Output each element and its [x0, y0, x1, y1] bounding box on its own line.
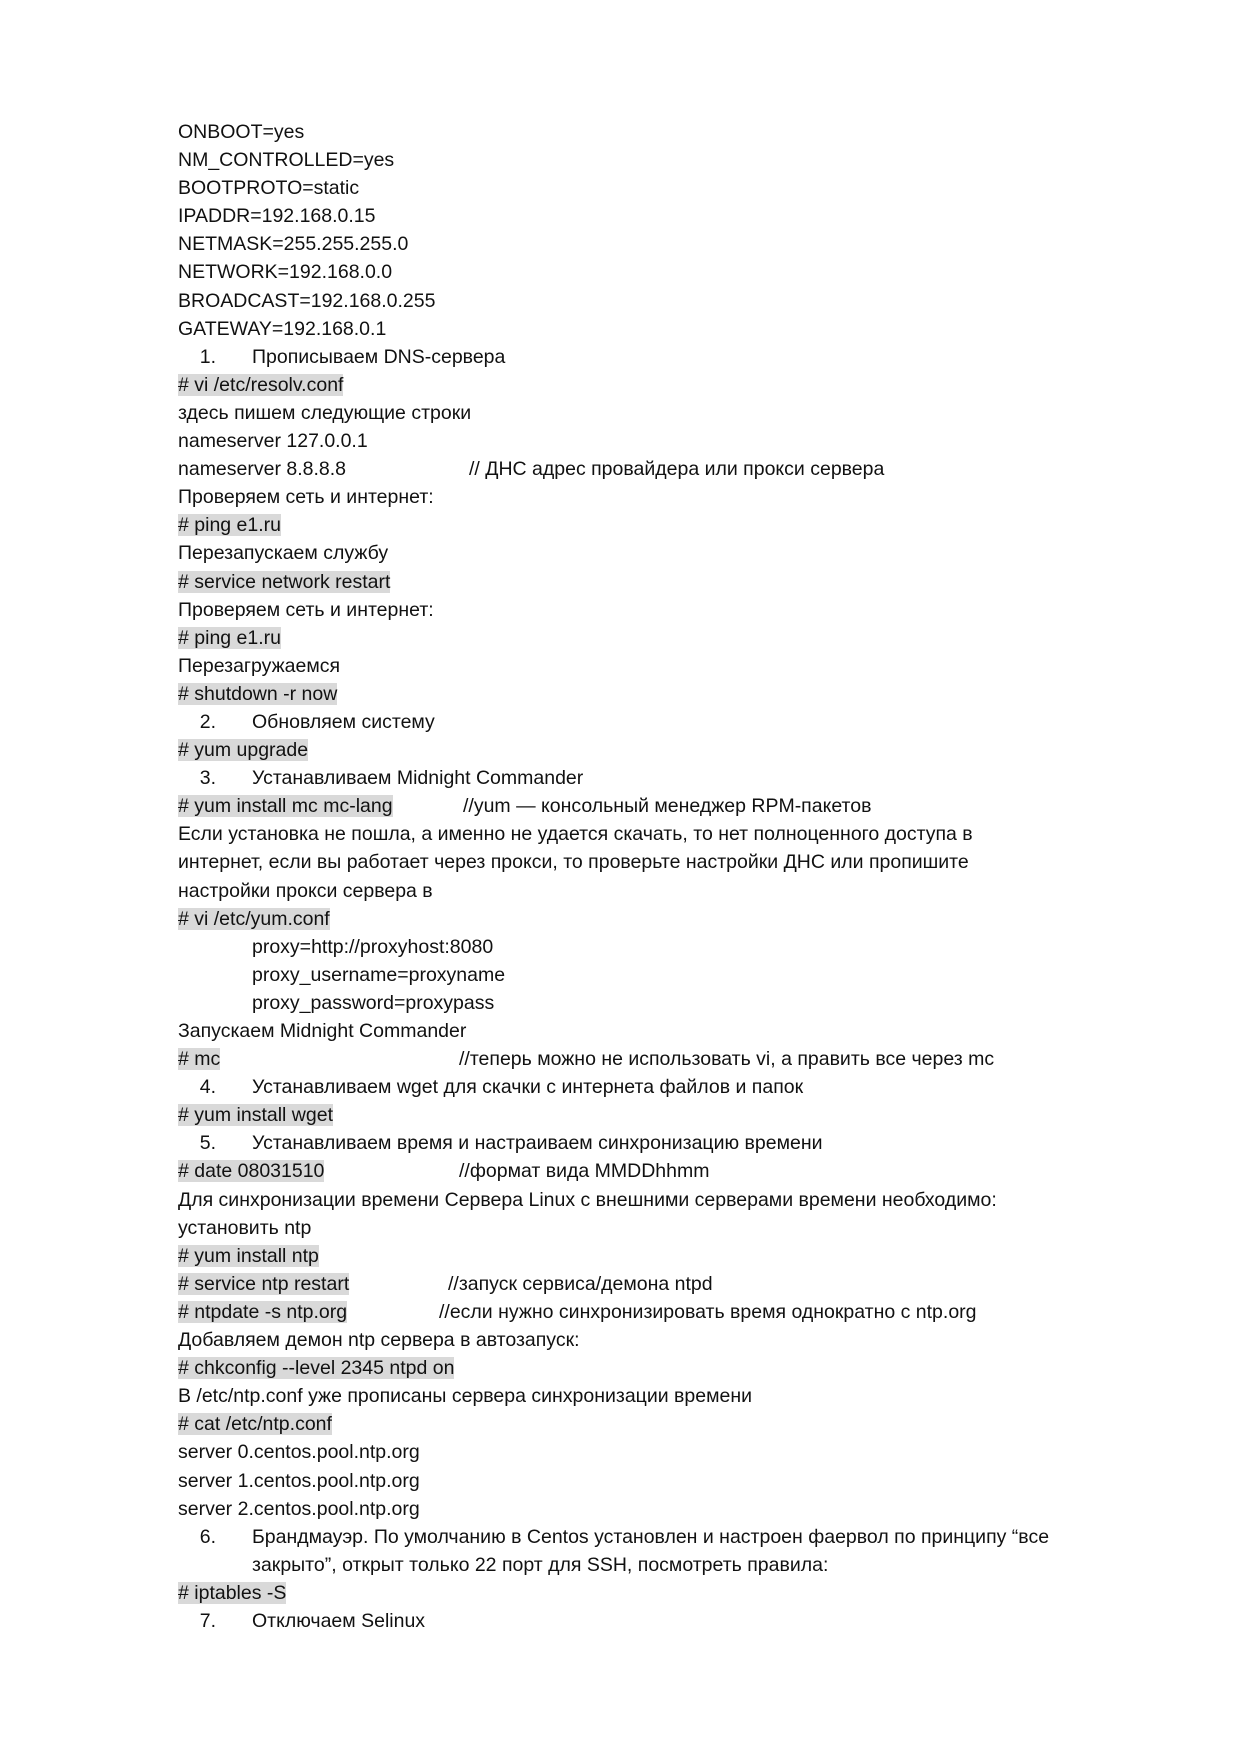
text-line: [178, 652, 1158, 680]
config-line: [178, 287, 1158, 315]
text-line: [178, 596, 1158, 624]
inline-comment: //yum — консольный менеджер RPM-пакетов: [463, 795, 872, 818]
step-number: 2.: [199, 710, 216, 733]
command-line: [178, 1298, 1158, 1326]
command-text: # shutdown -r now: [178, 682, 338, 705]
body-text: server 2.centos.pool.ntp.org: [178, 1497, 420, 1520]
body-text: server 1.centos.pool.ntp.org: [178, 1469, 420, 1492]
text-line: [178, 455, 1158, 483]
step-text: Обновляем систему: [252, 710, 435, 733]
step-4: [178, 1073, 1158, 1101]
command-text: # yum upgrade: [178, 739, 309, 762]
command-line: [178, 792, 1158, 820]
config-text: proxy=http://proxyhost:8080: [252, 935, 494, 958]
config-line: [178, 315, 1158, 343]
inline-comment: //формат вида MMDDhhmm: [459, 1160, 710, 1183]
body-text: Перезапускаем службу: [178, 542, 389, 565]
command-line: [178, 511, 1158, 539]
command-text: # service ntp restart: [178, 1272, 350, 1295]
command-line: [178, 1354, 1158, 1382]
command-line: [178, 1242, 1158, 1270]
command-line: [178, 1410, 1158, 1438]
text-line: [178, 427, 1158, 455]
command-line: [178, 624, 1158, 652]
step-number: 5.: [199, 1132, 216, 1155]
body-text: Перезагружаемся: [178, 654, 341, 677]
command-text: # iptables -S: [178, 1581, 287, 1604]
step-text: Брандмауэр. По умолчанию в Centos установлен и настроен фаервол по принципу “все закрыто”, открыт только 22 порт для SSH, посмотреть правила:: [252, 1525, 1050, 1576]
command-text: # ping e1.ru: [178, 514, 281, 537]
step-text: Устанавливаем Midnight Commander: [252, 767, 584, 790]
command-text: # chkconfig --level 2345 ntpd on: [178, 1357, 455, 1380]
command-line: [178, 1045, 1158, 1073]
config-text: GATEWAY=192.168.0.1: [178, 317, 387, 340]
text-line: [178, 1382, 1158, 1410]
body-text: Проверяем сеть и интернет:: [178, 486, 434, 509]
step-number: 6.: [199, 1525, 216, 1548]
config-line: [178, 118, 1158, 146]
text-line: [178, 399, 1158, 427]
step-2: [178, 708, 1158, 736]
command-text: # yum install wget: [178, 1104, 333, 1127]
command-text: # ntpdate -s ntp.org: [178, 1300, 348, 1323]
step-text: Устанавливаем время и настраиваем синхронизацию времени: [252, 1132, 823, 1155]
command-line: [178, 371, 1158, 399]
step-5: [178, 1129, 1158, 1157]
command-text: # ping e1.ru: [178, 626, 281, 649]
config-line: [178, 174, 1158, 202]
body-text: nameserver 8.8.8.8: [178, 458, 347, 481]
config-text: proxy_password=proxypass: [252, 991, 495, 1014]
body-text: В /etc/ntp.conf уже прописаны сервера синхронизации времени: [178, 1385, 753, 1408]
text-line: [178, 1017, 1158, 1045]
command-line: [178, 905, 1158, 933]
command-line: [178, 1157, 1158, 1185]
document-page: [178, 118, 1158, 1635]
command-text: # yum install ntp: [178, 1244, 319, 1267]
config-text: NETMASK=255.255.255.0: [178, 233, 409, 256]
body-text: Для синхронизации времени Сервера Linux с внешними серверами времени необходимо: установить ntp: [178, 1188, 997, 1239]
command-line: [178, 1270, 1158, 1298]
command-line: [178, 736, 1158, 764]
step-number: 4.: [199, 1076, 216, 1099]
step-number: 3.: [199, 767, 216, 790]
command-text: # yum install mc mc-lang: [178, 795, 393, 818]
body-text: Запускаем Midnight Commander: [178, 1020, 467, 1042]
step-text: Прописываем DNS-сервера: [252, 345, 506, 368]
text-line: [178, 1438, 1158, 1466]
text-line: [178, 1467, 1158, 1495]
body-text: nameserver 127.0.0.1: [178, 430, 368, 453]
inline-comment: // ДНС адрес провайдера или прокси сервера: [469, 458, 885, 481]
body-text: Проверяем сеть и интернет:: [178, 598, 434, 621]
step-text: Устанавливаем wget для скачки с интернета файлов и папок: [252, 1076, 804, 1099]
body-text: Если установка не пошла, а именно не удается скачать, то нет полноценного доступа в интернет, если вы работает через прокси, то проверьте настройки ДНС или пропишите настройки прокси сервера в: [178, 823, 973, 902]
config-text: NM_CONTROLLED=yes: [178, 149, 395, 172]
config-text: NETWORK=192.168.0.0: [178, 261, 393, 284]
paragraph: [178, 1186, 1058, 1242]
command-text: # service network restart: [178, 570, 391, 593]
command-text: # date 08031510: [178, 1160, 325, 1183]
config-text: BOOTPROTO=static: [178, 177, 360, 200]
command-line: [178, 568, 1158, 596]
config-line: [178, 202, 1158, 230]
step-6: [178, 1523, 1118, 1579]
command-text: # cat /etc/ntp.conf: [178, 1413, 332, 1436]
text-line: [178, 1326, 1158, 1354]
command-line: [178, 1101, 1158, 1129]
body-text: Добавляем демон ntp сервера в автозапуск:: [178, 1329, 580, 1352]
config-line: [178, 961, 1158, 989]
command-text: # vi /etc/yum.conf: [178, 907, 330, 930]
config-line: [178, 146, 1158, 174]
step-number: 7.: [199, 1609, 216, 1632]
inline-comment: //теперь можно не использовать vi, а править все через mc: [459, 1048, 995, 1071]
command-line: [178, 680, 1158, 708]
config-text: ONBOOT=yes: [178, 121, 305, 143]
body-text: здесь пишем следующие строки: [178, 401, 472, 424]
step-1: [178, 343, 1158, 371]
body-text: server 0.centos.pool.ntp.org: [178, 1441, 420, 1464]
paragraph: [178, 820, 1058, 904]
step-7: [178, 1607, 1158, 1635]
text-line: [178, 483, 1158, 511]
inline-comment: //запуск сервиса/демона ntpd: [448, 1272, 713, 1295]
command-text: # vi /etc/resolv.conf: [178, 373, 344, 396]
inline-comment: //если нужно синхронизировать время однократно с ntp.org: [439, 1300, 977, 1323]
step-3: [178, 764, 1158, 792]
config-text: IPADDR=192.168.0.15: [178, 205, 376, 228]
command-line: [178, 1579, 1158, 1607]
config-line: [178, 258, 1158, 286]
command-text: # mc: [178, 1048, 221, 1071]
config-line: [178, 989, 1158, 1017]
config-line: [178, 230, 1158, 258]
config-line: [178, 933, 1158, 961]
step-number: 1.: [199, 345, 216, 368]
config-text: BROADCAST=192.168.0.255: [178, 289, 436, 312]
step-text: Отключаем Selinux: [252, 1609, 426, 1632]
text-line: [178, 539, 1158, 567]
config-text: proxy_username=proxyname: [252, 963, 506, 986]
text-line: [178, 1495, 1158, 1523]
